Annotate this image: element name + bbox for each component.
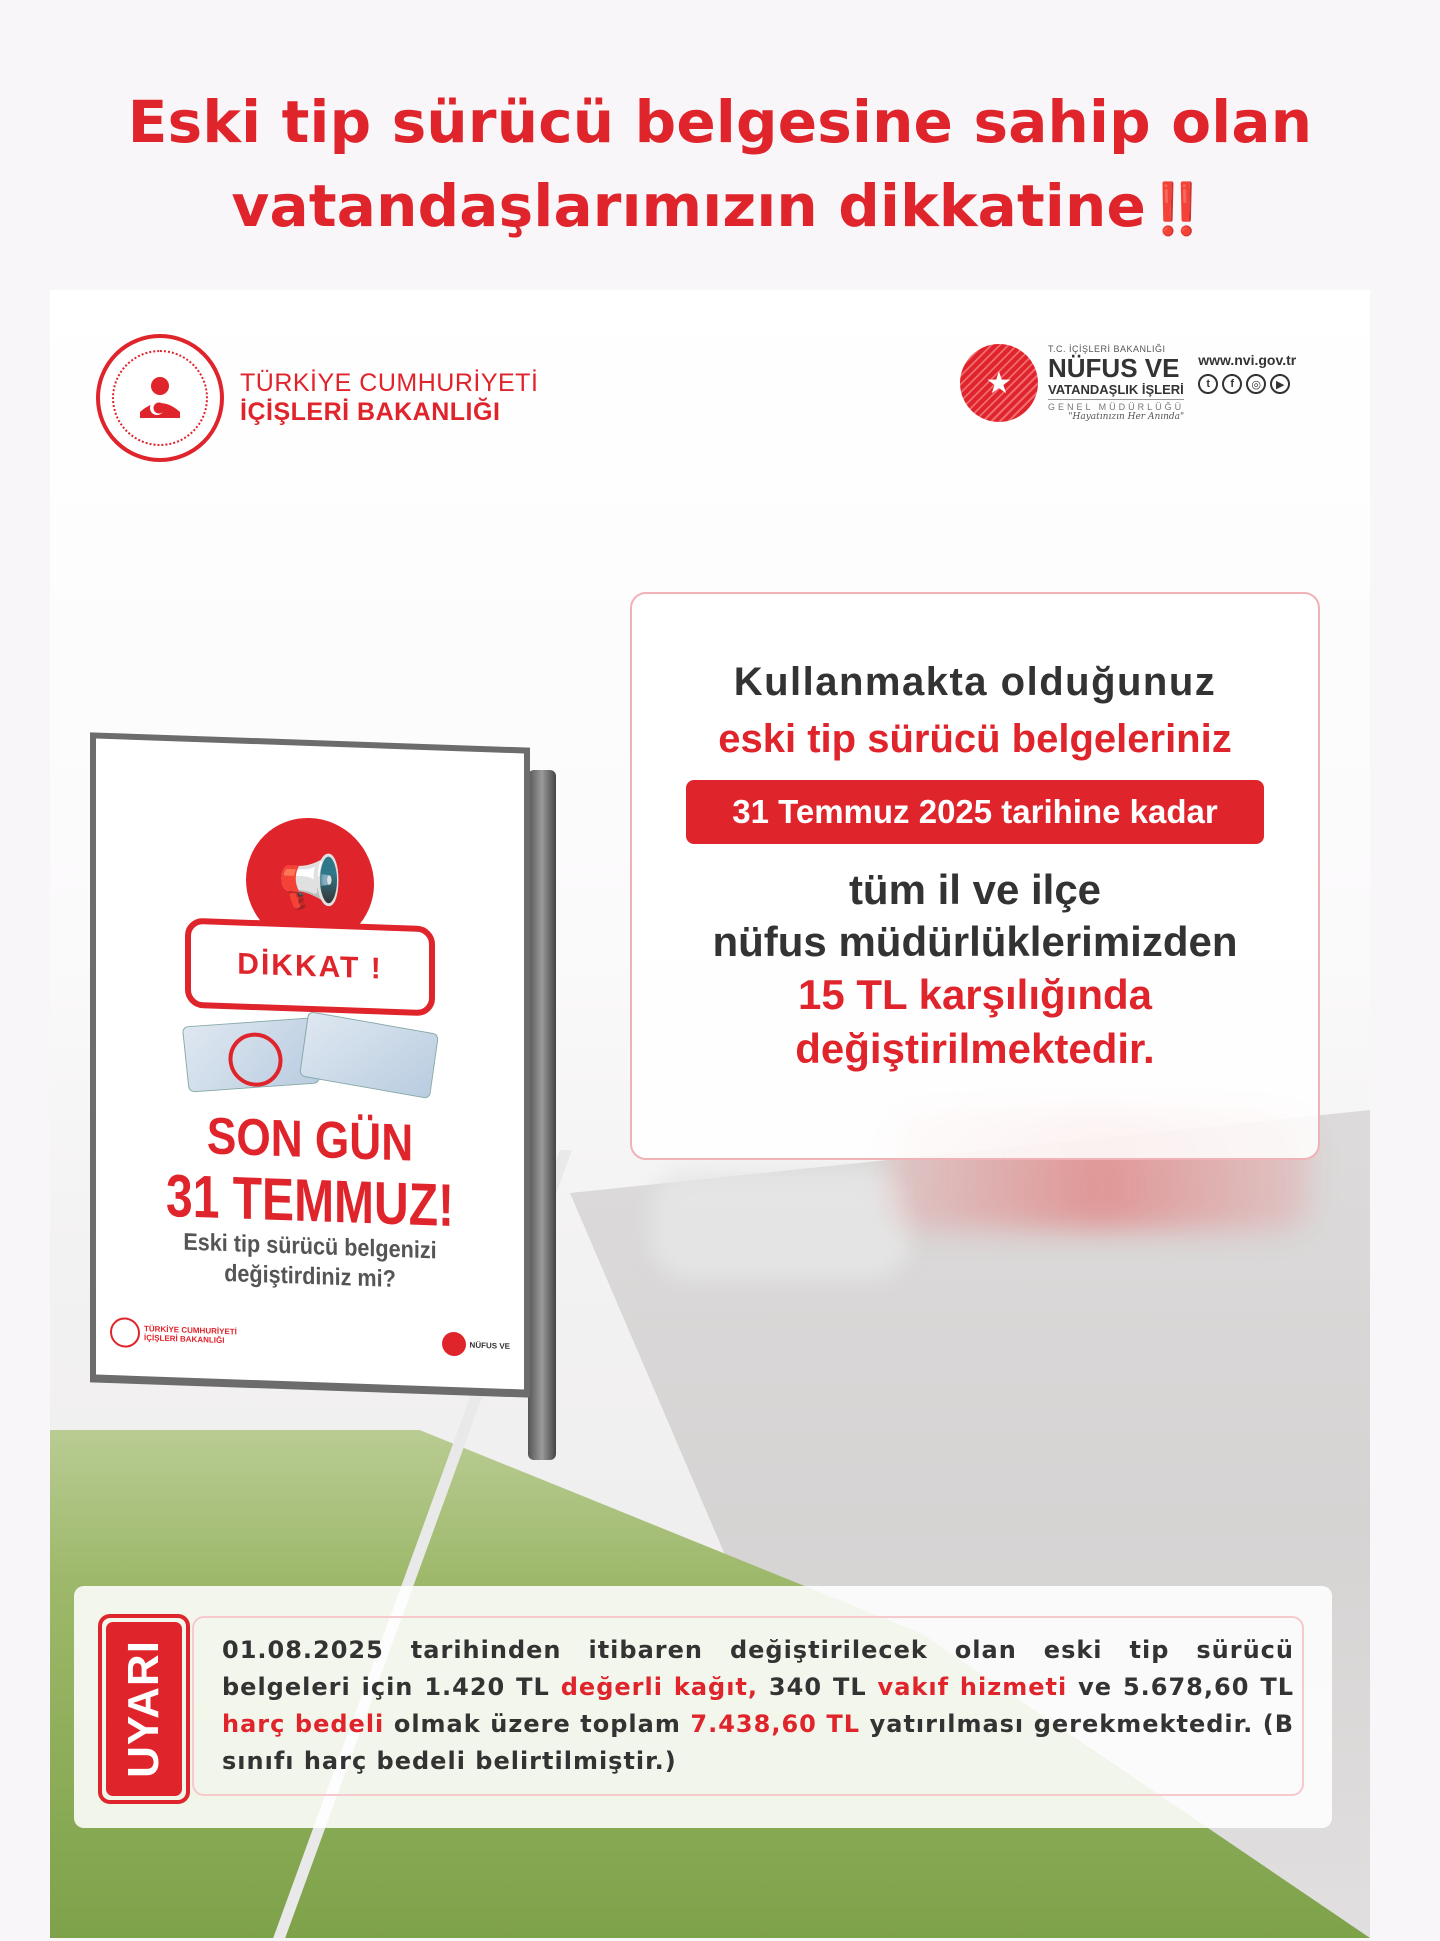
info-fee: 15 TL karşılığında <box>797 971 1153 1018</box>
ministry-name-line-1: TÜRKİYE CUMHURİYETİ <box>240 369 539 397</box>
new-license-card <box>299 1011 439 1099</box>
license-cards-image <box>185 1016 435 1095</box>
nvi-website[interactable]: www.nvi.gov.tr <box>1198 352 1297 368</box>
nvi-subtitle: VATANDAŞLIK İŞLERİ <box>1048 382 1184 397</box>
small-nvi-emblem-icon <box>442 1332 466 1357</box>
double-exclamation-icon: ‼️ <box>1146 180 1209 238</box>
nvi-title: NÜFUS VE <box>1048 353 1180 383</box>
headline <box>0 80 1440 251</box>
billboard-question-line-1: Eski tip sürücü belgenizi <box>183 1228 437 1265</box>
billboard-question-line-2: değiştirdiniz mi? <box>224 1260 396 1293</box>
nvi-logo <box>960 344 1296 422</box>
twitter-icon[interactable]: t <box>1198 374 1218 394</box>
billboard <box>96 739 524 1390</box>
billboard-alert-label: DİKKAT ! <box>185 918 435 1017</box>
warning-text: 01.08.2025 tarihinden itibaren değiştirilecek olan eski tip sürücü belgeleri için 1.420 TL değerli kağıt, 340 TL vakıf hizmeti ve 5.678,60 TL harç bedeli olmak üzere toplam 7.438,60 TL yatırılması gerekmektedir. (B sınıfı harç bedeli belirtilmiştir.) <box>192 1616 1304 1796</box>
blurred-car <box>650 1170 910 1280</box>
fee-label: harç bedeli <box>222 1710 385 1738</box>
nvi-emblem-icon: ★ <box>960 344 1038 422</box>
billboard-date: 31 TEMMUZ! <box>166 1161 454 1240</box>
megaphone-icon: 📢 <box>246 816 374 948</box>
ministry-name-line-2: İÇİŞLERİ BAKANLIĞI <box>240 398 501 426</box>
ministry-seal-icon <box>96 334 224 462</box>
facebook-icon[interactable]: f <box>1222 374 1242 394</box>
billboard-last-day: SON GÜN <box>206 1107 414 1173</box>
billboard-ministry-logo: TÜRKİYE CUMHURİYETİ İÇİŞLERİ BAKANLIĞI <box>110 1317 254 1352</box>
old-license-card <box>182 1017 320 1092</box>
poster <box>50 290 1370 1938</box>
info-line-6: değiştirilmektedir. <box>795 1025 1155 1072</box>
nvi-ministry-label: T.C. İÇİŞLERİ BAKANLIĞI <box>1048 344 1166 354</box>
youtube-icon[interactable]: ▶ <box>1270 374 1290 394</box>
social-links <box>1198 374 1296 394</box>
instagram-icon[interactable]: ◎ <box>1246 374 1266 394</box>
cancel-stamp-icon <box>226 1031 285 1089</box>
info-card <box>630 592 1320 1160</box>
small-seal-icon <box>110 1317 140 1348</box>
nvi-directorate: GENEL MÜDÜRLÜĞÜ <box>1048 399 1184 412</box>
billboard-pole <box>528 770 556 1460</box>
valuable-paper-label: değerli kağıt, <box>560 1673 759 1701</box>
headline-line-2 <box>0 164 1440 251</box>
warning-tag <box>98 1614 190 1804</box>
billboard-nvi-logo: NÜFUS VE <box>442 1332 510 1358</box>
total-amount: 7.438,60 TL <box>690 1710 861 1738</box>
deadline-badge: 31 Temmuz 2025 tarihine kadar <box>686 780 1264 844</box>
interior-ministry-logo <box>96 334 538 462</box>
info-line-3: tüm il ve ilçe <box>848 866 1102 913</box>
nvi-motto: "Hayatınızın Her Anında" <box>1068 412 1185 422</box>
foundation-service-label: vakıf hizmeti <box>877 1673 1068 1701</box>
warning-tag-label: UYARI <box>119 1640 169 1778</box>
billboard-logos <box>110 1317 510 1361</box>
info-line-4: nüfus müdürlüklerimizden <box>712 918 1238 965</box>
headline-line-2-text: vatandaşlarımızın dikkatine <box>231 172 1147 240</box>
info-line-1: Kullanmakta olduğunuz <box>733 660 1217 704</box>
headline-line-1: Eski tip sürücü belgesine sahip olan <box>127 88 1313 156</box>
info-line-2: eski tip sürücü belgeleriniz <box>718 717 1232 761</box>
crescent-star-icon <box>130 368 190 428</box>
warning-panel <box>74 1586 1332 1828</box>
